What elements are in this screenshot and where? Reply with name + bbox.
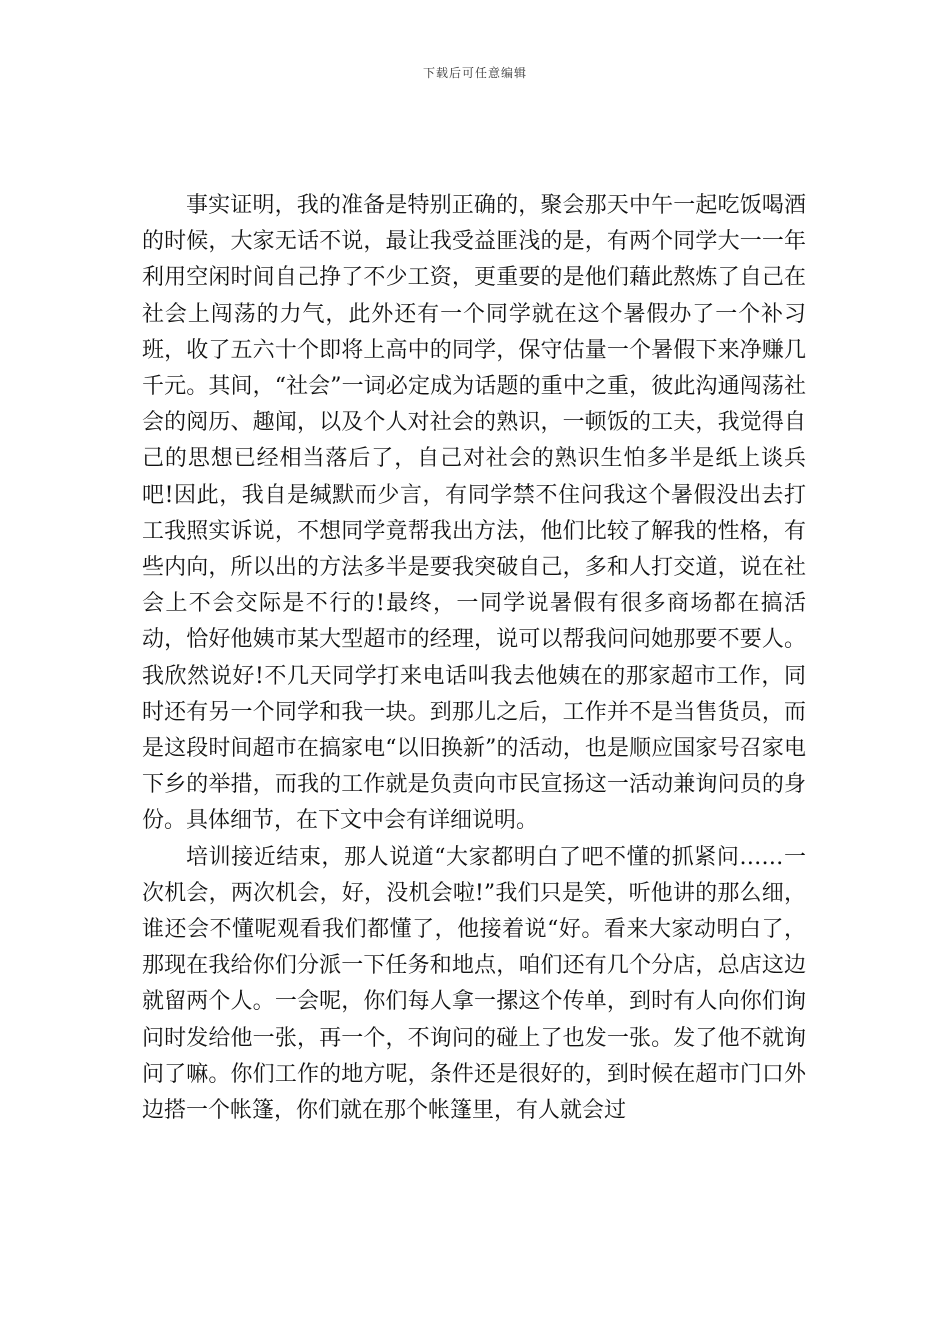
document-body (142, 188, 806, 1129)
paragraph: 培训接近结束，那人说道“大家都明白了吧不懂的抓紧问……一次机会，两次机会，好，没机会啦!”我们只是笑，听他讲的那么细，谁还会不懂呢观看我们都懂了，他接着说“好。看来大家动明白了，那现在我给你们分派一下任务和地点，咱们还有几个分店，总店这边就留两个人。一会呢，你们每人拿一摞这个传单，到时有人向你们询问时发给他一张，再一个，不询问的碰上了也发一张。发了他不就询问了嘛。你们工作的地方呢，条件还是很好的，到时候在超市门口外边搭一个帐篷，你们就在那个帐篷里，有人就会过 (142, 844, 806, 1124)
page-header: 下载后可任意编辑 (422, 66, 527, 80)
paragraph: 事实证明，我的准备是特别正确的，聚会那天中午一起吃饭喝酒的时候，大家无话不说，最让我受益匪浅的是，有两个同学大一一年利用空闲时间自己挣了不少工资，更重要的是他们藉此熬炼了自己在社会上闯荡的力气，此外还有一个同学就在这个暑假办了一个补习班，收了五六十个即将上高中的同学，保守估量一个暑假下来净赚几千元。其间，“社会”一词必定成为话题的重中之重，彼此沟通闯荡社会的阅历、趣闻，以及个人对社会的熟识，一顿饭的工夫，我觉得自己的思想已经相当落后了，自己对社会的熟识生怕多半是纸上谈兵吧!因此，我自是缄默而少言，有同学禁不住问我这个暑假没出去打工我照实诉说，不想同学竟帮我出方法，他们比较了解我的性格，有些内向，所以出的方法多半是要我突破自己，多和人打交道，说在社会上不会交际是不行的!最终，一同学说暑假有很多商场都在搞活动，恰好他姨市某大型超市的经理，说可以帮我问问她那要不要人。我欣然说好!不几天同学打来电话叫我去他姨在的那家超市工作，同时还有另一个同学和我一块。到那儿之后，工作并不是当售货员，而是这段时间超市在搞家电“以旧换新”的活动，也是顺应国家号召家电下乡的举措，而我的工作就是负责向市民宣扬这一活动兼询问员的身份。具体细节，在下文中会有详细说明。 (142, 193, 806, 834)
